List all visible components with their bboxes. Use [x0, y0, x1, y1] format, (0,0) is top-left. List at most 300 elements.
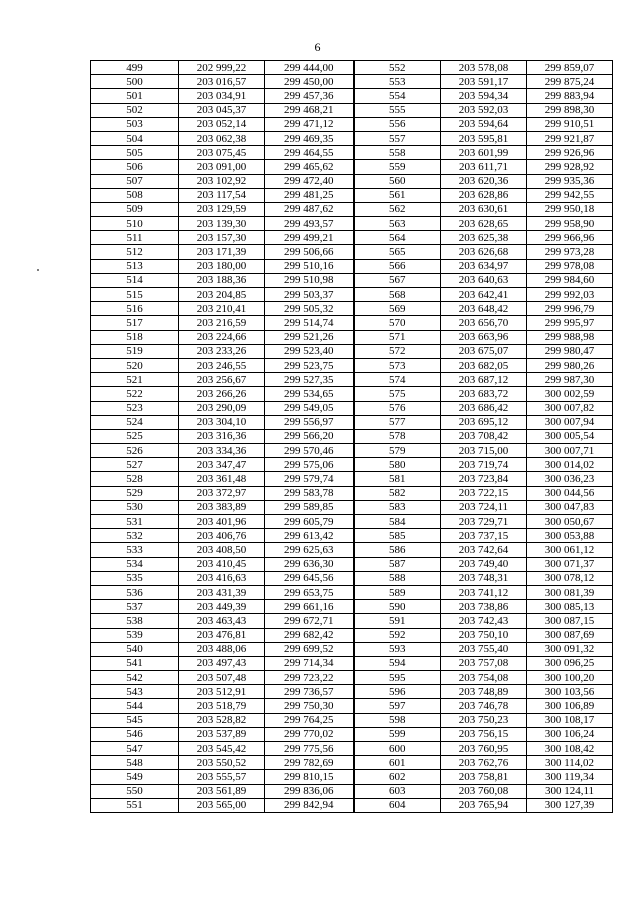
point-number-right-cell: 569	[354, 302, 441, 316]
point-number-right-cell: 556	[354, 117, 441, 131]
x-coordinate-right-cell: 203 648,42	[441, 302, 527, 316]
x-coordinate-left-cell: 203 410,45	[179, 557, 265, 571]
y-coordinate-right-cell: 300 071,37	[527, 557, 613, 571]
y-coordinate-right-cell: 299 921,87	[527, 131, 613, 145]
point-number-right-cell: 604	[354, 798, 441, 812]
point-number-right-cell: 565	[354, 245, 441, 259]
table-row	[91, 160, 613, 174]
y-coordinate-right-cell: 299 928,92	[527, 160, 613, 174]
point-number-right-cell: 555	[354, 103, 441, 117]
point-number-left-cell: 537	[91, 600, 179, 614]
point-number-left-cell: 545	[91, 713, 179, 727]
point-number-left-cell: 501	[91, 89, 179, 103]
x-coordinate-right-cell: 203 675,07	[441, 344, 527, 358]
point-number-right-cell: 603	[354, 784, 441, 798]
x-coordinate-right-cell: 203 595,81	[441, 131, 527, 145]
x-coordinate-right-cell: 203 729,71	[441, 515, 527, 529]
x-coordinate-left-cell: 203 062,38	[179, 131, 265, 145]
table-row	[91, 458, 613, 472]
y-coordinate-left-cell: 299 469,35	[265, 131, 354, 145]
x-coordinate-right-cell: 203 594,64	[441, 117, 527, 131]
y-coordinate-left-cell: 299 645,56	[265, 571, 354, 585]
y-coordinate-left-cell: 299 499,21	[265, 231, 354, 245]
y-coordinate-left-cell: 299 661,16	[265, 600, 354, 614]
point-number-right-cell: 599	[354, 727, 441, 741]
table-row	[91, 444, 613, 458]
y-coordinate-left-cell: 299 493,57	[265, 217, 354, 231]
y-coordinate-right-cell: 299 996,79	[527, 302, 613, 316]
x-coordinate-right-cell: 203 656,70	[441, 316, 527, 330]
point-number-right-cell: 575	[354, 387, 441, 401]
point-number-right-cell: 561	[354, 188, 441, 202]
table-row	[91, 373, 613, 387]
x-coordinate-left-cell: 203 180,00	[179, 259, 265, 273]
y-coordinate-right-cell: 300 108,17	[527, 713, 613, 727]
x-coordinate-left-cell: 203 476,81	[179, 628, 265, 642]
x-coordinate-left-cell: 203 408,50	[179, 543, 265, 557]
y-coordinate-right-cell: 300 127,39	[527, 798, 613, 812]
y-coordinate-left-cell: 299 487,62	[265, 202, 354, 216]
x-coordinate-right-cell: 203 746,78	[441, 699, 527, 713]
y-coordinate-right-cell: 300 078,12	[527, 571, 613, 585]
y-coordinate-right-cell: 300 119,34	[527, 770, 613, 784]
y-coordinate-left-cell: 299 764,25	[265, 713, 354, 727]
point-number-right-cell: 581	[354, 472, 441, 486]
table-row	[91, 217, 613, 231]
y-coordinate-right-cell: 299 992,03	[527, 288, 613, 302]
y-coordinate-left-cell: 299 523,75	[265, 358, 354, 372]
table-row	[91, 273, 613, 287]
table-row	[91, 202, 613, 216]
y-coordinate-right-cell: 299 875,24	[527, 75, 613, 89]
y-coordinate-left-cell: 299 775,56	[265, 742, 354, 756]
x-coordinate-right-cell: 203 737,15	[441, 529, 527, 543]
y-coordinate-left-cell: 299 481,25	[265, 188, 354, 202]
point-number-left-cell: 525	[91, 429, 179, 443]
y-coordinate-right-cell: 299 980,26	[527, 358, 613, 372]
x-coordinate-right-cell: 203 626,68	[441, 245, 527, 259]
x-coordinate-right-cell: 203 620,36	[441, 174, 527, 188]
x-coordinate-right-cell: 203 695,12	[441, 415, 527, 429]
y-coordinate-right-cell: 300 007,82	[527, 401, 613, 415]
point-number-right-cell: 598	[354, 713, 441, 727]
y-coordinate-right-cell: 300 047,83	[527, 500, 613, 514]
x-coordinate-right-cell: 203 594,34	[441, 89, 527, 103]
x-coordinate-left-cell: 203 512,91	[179, 685, 265, 699]
point-number-right-cell: 560	[354, 174, 441, 188]
point-number-left-cell: 531	[91, 515, 179, 529]
table-row	[91, 571, 613, 585]
point-number-left-cell: 547	[91, 742, 179, 756]
x-coordinate-right-cell: 203 687,12	[441, 373, 527, 387]
coordinates-table	[90, 60, 613, 813]
y-coordinate-right-cell: 299 898,30	[527, 103, 613, 117]
x-coordinate-right-cell: 203 750,10	[441, 628, 527, 642]
y-coordinate-right-cell: 300 007,71	[527, 444, 613, 458]
table-row	[91, 288, 613, 302]
point-number-right-cell: 596	[354, 685, 441, 699]
table-row	[91, 131, 613, 145]
x-coordinate-left-cell: 203 139,30	[179, 217, 265, 231]
y-coordinate-left-cell: 299 636,30	[265, 557, 354, 571]
table-row	[91, 600, 613, 614]
point-number-right-cell: 568	[354, 288, 441, 302]
x-coordinate-right-cell: 203 630,61	[441, 202, 527, 216]
y-coordinate-right-cell: 299 966,96	[527, 231, 613, 245]
x-coordinate-left-cell: 203 188,36	[179, 273, 265, 287]
y-coordinate-right-cell: 299 973,28	[527, 245, 613, 259]
point-number-left-cell: 523	[91, 401, 179, 415]
y-coordinate-left-cell: 299 836,06	[265, 784, 354, 798]
table-row	[91, 500, 613, 514]
point-number-left-cell: 534	[91, 557, 179, 571]
y-coordinate-right-cell: 300 106,89	[527, 699, 613, 713]
point-number-left-cell: 517	[91, 316, 179, 330]
y-coordinate-left-cell: 299 549,05	[265, 401, 354, 415]
y-coordinate-left-cell: 299 579,74	[265, 472, 354, 486]
x-coordinate-left-cell: 203 216,59	[179, 316, 265, 330]
table-row	[91, 529, 613, 543]
point-number-right-cell: 591	[354, 614, 441, 628]
x-coordinate-left-cell: 203 449,39	[179, 600, 265, 614]
x-coordinate-left-cell: 203 129,59	[179, 202, 265, 216]
y-coordinate-right-cell: 300 087,69	[527, 628, 613, 642]
y-coordinate-left-cell: 299 503,37	[265, 288, 354, 302]
x-coordinate-right-cell: 203 715,00	[441, 444, 527, 458]
y-coordinate-left-cell: 299 672,71	[265, 614, 354, 628]
y-coordinate-right-cell: 300 007,94	[527, 415, 613, 429]
y-coordinate-left-cell: 299 770,02	[265, 727, 354, 741]
point-number-left-cell: 539	[91, 628, 179, 642]
point-number-left-cell: 544	[91, 699, 179, 713]
table-row	[91, 585, 613, 599]
table-row	[91, 401, 613, 415]
x-coordinate-right-cell: 203 724,11	[441, 500, 527, 514]
point-number-right-cell: 567	[354, 273, 441, 287]
x-coordinate-right-cell: 203 748,31	[441, 571, 527, 585]
point-number-right-cell: 576	[354, 401, 441, 415]
y-coordinate-left-cell: 299 510,16	[265, 259, 354, 273]
x-coordinate-left-cell: 203 157,30	[179, 231, 265, 245]
y-coordinate-right-cell: 300 044,56	[527, 486, 613, 500]
x-coordinate-left-cell: 203 416,63	[179, 571, 265, 585]
y-coordinate-left-cell: 299 468,21	[265, 103, 354, 117]
point-number-left-cell: 507	[91, 174, 179, 188]
point-number-left-cell: 529	[91, 486, 179, 500]
x-coordinate-right-cell: 203 686,42	[441, 401, 527, 415]
point-number-right-cell: 593	[354, 642, 441, 656]
point-number-right-cell: 597	[354, 699, 441, 713]
point-number-left-cell: 512	[91, 245, 179, 259]
y-coordinate-left-cell: 299 842,94	[265, 798, 354, 812]
y-coordinate-left-cell: 299 514,74	[265, 316, 354, 330]
x-coordinate-left-cell: 203 361,48	[179, 472, 265, 486]
y-coordinate-right-cell: 300 114,02	[527, 756, 613, 770]
x-coordinate-left-cell: 203 233,26	[179, 344, 265, 358]
table-row	[91, 245, 613, 259]
x-coordinate-left-cell: 203 316,36	[179, 429, 265, 443]
y-coordinate-right-cell: 300 053,88	[527, 529, 613, 543]
x-coordinate-right-cell: 203 634,97	[441, 259, 527, 273]
x-coordinate-left-cell: 203 334,36	[179, 444, 265, 458]
y-coordinate-right-cell: 299 859,07	[527, 61, 613, 75]
point-number-left-cell: 502	[91, 103, 179, 117]
point-number-left-cell: 506	[91, 160, 179, 174]
point-number-right-cell: 590	[354, 600, 441, 614]
y-coordinate-left-cell: 299 527,35	[265, 373, 354, 387]
x-coordinate-right-cell: 203 611,71	[441, 160, 527, 174]
y-coordinate-left-cell: 299 723,22	[265, 671, 354, 685]
y-coordinate-right-cell: 300 061,12	[527, 543, 613, 557]
table-row	[91, 344, 613, 358]
table-row	[91, 188, 613, 202]
y-coordinate-left-cell: 299 556,97	[265, 415, 354, 429]
y-coordinate-right-cell: 299 935,36	[527, 174, 613, 188]
y-coordinate-left-cell: 299 566,20	[265, 429, 354, 443]
y-coordinate-right-cell: 300 002,59	[527, 387, 613, 401]
point-number-right-cell: 570	[354, 316, 441, 330]
x-coordinate-left-cell: 203 372,97	[179, 486, 265, 500]
point-number-left-cell: 546	[91, 727, 179, 741]
table-row	[91, 103, 613, 117]
y-coordinate-right-cell: 300 085,13	[527, 600, 613, 614]
x-coordinate-left-cell: 203 537,89	[179, 727, 265, 741]
table-row	[91, 75, 613, 89]
x-coordinate-left-cell: 203 347,47	[179, 458, 265, 472]
x-coordinate-right-cell: 203 683,72	[441, 387, 527, 401]
y-coordinate-right-cell: 300 124,11	[527, 784, 613, 798]
y-coordinate-left-cell: 299 444,00	[265, 61, 354, 75]
y-coordinate-right-cell: 299 910,51	[527, 117, 613, 131]
point-number-right-cell: 585	[354, 529, 441, 543]
x-coordinate-left-cell: 203 406,76	[179, 529, 265, 543]
x-coordinate-left-cell: 203 401,96	[179, 515, 265, 529]
x-coordinate-right-cell: 203 754,08	[441, 671, 527, 685]
y-coordinate-right-cell: 300 050,67	[527, 515, 613, 529]
point-number-left-cell: 511	[91, 231, 179, 245]
y-coordinate-left-cell: 299 714,34	[265, 656, 354, 670]
x-coordinate-right-cell: 203 760,08	[441, 784, 527, 798]
point-number-left-cell: 519	[91, 344, 179, 358]
x-coordinate-left-cell: 203 507,48	[179, 671, 265, 685]
x-coordinate-right-cell: 203 592,03	[441, 103, 527, 117]
x-coordinate-left-cell: 203 171,39	[179, 245, 265, 259]
x-coordinate-left-cell: 203 290,09	[179, 401, 265, 415]
point-number-right-cell: 578	[354, 429, 441, 443]
point-number-right-cell: 554	[354, 89, 441, 103]
y-coordinate-left-cell: 299 736,57	[265, 685, 354, 699]
table-row	[91, 515, 613, 529]
y-coordinate-right-cell: 300 087,15	[527, 614, 613, 628]
x-coordinate-right-cell: 203 755,40	[441, 642, 527, 656]
x-coordinate-left-cell: 203 016,57	[179, 75, 265, 89]
table-row	[91, 415, 613, 429]
x-coordinate-left-cell: 203 497,43	[179, 656, 265, 670]
table-row	[91, 671, 613, 685]
point-number-left-cell: 533	[91, 543, 179, 557]
point-number-left-cell: 535	[91, 571, 179, 585]
x-coordinate-right-cell: 203 642,41	[441, 288, 527, 302]
point-number-left-cell: 504	[91, 131, 179, 145]
y-coordinate-right-cell: 299 958,90	[527, 217, 613, 231]
table-row	[91, 429, 613, 443]
y-coordinate-left-cell: 299 750,30	[265, 699, 354, 713]
y-coordinate-left-cell: 299 613,42	[265, 529, 354, 543]
y-coordinate-left-cell: 299 625,63	[265, 543, 354, 557]
x-coordinate-left-cell: 203 266,26	[179, 387, 265, 401]
y-coordinate-right-cell: 299 978,08	[527, 259, 613, 273]
y-coordinate-left-cell: 299 472,40	[265, 174, 354, 188]
table-row	[91, 117, 613, 131]
y-coordinate-left-cell: 299 505,32	[265, 302, 354, 316]
point-number-left-cell: 516	[91, 302, 179, 316]
table-row	[91, 330, 613, 344]
point-number-left-cell: 503	[91, 117, 179, 131]
point-number-right-cell: 564	[354, 231, 441, 245]
x-coordinate-right-cell: 203 742,43	[441, 614, 527, 628]
table-row	[91, 543, 613, 557]
table-row	[91, 656, 613, 670]
x-coordinate-right-cell: 203 722,15	[441, 486, 527, 500]
y-coordinate-left-cell: 299 506,66	[265, 245, 354, 259]
point-number-left-cell: 513	[91, 259, 179, 273]
point-number-right-cell: 588	[354, 571, 441, 585]
x-coordinate-left-cell: 203 204,85	[179, 288, 265, 302]
y-coordinate-left-cell: 299 575,06	[265, 458, 354, 472]
point-number-left-cell: 509	[91, 202, 179, 216]
y-coordinate-left-cell: 299 653,75	[265, 585, 354, 599]
y-coordinate-right-cell: 299 984,60	[527, 273, 613, 287]
table-row	[91, 387, 613, 401]
y-coordinate-left-cell: 299 682,42	[265, 628, 354, 642]
point-number-left-cell: 528	[91, 472, 179, 486]
point-number-right-cell: 589	[354, 585, 441, 599]
point-number-left-cell: 551	[91, 798, 179, 812]
table-row	[91, 742, 613, 756]
x-coordinate-right-cell: 203 738,86	[441, 600, 527, 614]
table-row	[91, 89, 613, 103]
y-coordinate-left-cell: 299 699,52	[265, 642, 354, 656]
point-number-left-cell: 530	[91, 500, 179, 514]
x-coordinate-left-cell: 203 518,79	[179, 699, 265, 713]
y-coordinate-left-cell: 299 583,78	[265, 486, 354, 500]
x-coordinate-left-cell: 202 999,22	[179, 61, 265, 75]
x-coordinate-right-cell: 203 756,15	[441, 727, 527, 741]
x-coordinate-left-cell: 203 528,82	[179, 713, 265, 727]
point-number-right-cell: 563	[354, 217, 441, 231]
point-number-left-cell: 526	[91, 444, 179, 458]
x-coordinate-left-cell: 203 383,89	[179, 500, 265, 514]
x-coordinate-left-cell: 203 555,57	[179, 770, 265, 784]
y-coordinate-left-cell: 299 471,12	[265, 117, 354, 131]
x-coordinate-right-cell: 203 578,08	[441, 61, 527, 75]
x-coordinate-left-cell: 203 246,55	[179, 358, 265, 372]
point-number-left-cell: 540	[91, 642, 179, 656]
point-number-left-cell: 550	[91, 784, 179, 798]
x-coordinate-left-cell: 203 034,91	[179, 89, 265, 103]
y-coordinate-right-cell: 299 883,94	[527, 89, 613, 103]
x-coordinate-right-cell: 203 760,95	[441, 742, 527, 756]
x-coordinate-right-cell: 203 758,81	[441, 770, 527, 784]
x-coordinate-left-cell: 203 052,14	[179, 117, 265, 131]
point-number-right-cell: 580	[354, 458, 441, 472]
point-number-right-cell: 595	[354, 671, 441, 685]
table-row	[91, 231, 613, 245]
y-coordinate-left-cell: 299 523,40	[265, 344, 354, 358]
y-coordinate-left-cell: 299 510,98	[265, 273, 354, 287]
point-number-left-cell: 538	[91, 614, 179, 628]
table-row	[91, 784, 613, 798]
point-number-right-cell: 558	[354, 146, 441, 160]
y-coordinate-left-cell: 299 534,65	[265, 387, 354, 401]
table-row	[91, 358, 613, 372]
point-number-right-cell: 559	[354, 160, 441, 174]
y-coordinate-right-cell: 300 081,39	[527, 585, 613, 599]
y-coordinate-left-cell: 299 465,62	[265, 160, 354, 174]
x-coordinate-right-cell: 203 742,64	[441, 543, 527, 557]
point-number-left-cell: 521	[91, 373, 179, 387]
x-coordinate-right-cell: 203 762,76	[441, 756, 527, 770]
point-number-left-cell: 510	[91, 217, 179, 231]
y-coordinate-left-cell: 299 521,26	[265, 330, 354, 344]
x-coordinate-left-cell: 203 565,00	[179, 798, 265, 812]
x-coordinate-right-cell: 203 591,17	[441, 75, 527, 89]
y-coordinate-left-cell: 299 457,36	[265, 89, 354, 103]
x-coordinate-right-cell: 203 682,05	[441, 358, 527, 372]
point-number-left-cell: 548	[91, 756, 179, 770]
point-number-right-cell: 592	[354, 628, 441, 642]
point-number-right-cell: 600	[354, 742, 441, 756]
y-coordinate-left-cell: 299 605,79	[265, 515, 354, 529]
y-coordinate-left-cell: 299 782,69	[265, 756, 354, 770]
y-coordinate-left-cell: 299 589,85	[265, 500, 354, 514]
y-coordinate-left-cell: 299 450,00	[265, 75, 354, 89]
table-row	[91, 727, 613, 741]
y-coordinate-right-cell: 299 950,18	[527, 202, 613, 216]
coordinates-table-body	[91, 61, 613, 813]
table-row	[91, 685, 613, 699]
y-coordinate-right-cell: 300 005,54	[527, 429, 613, 443]
x-coordinate-left-cell: 203 224,66	[179, 330, 265, 344]
y-coordinate-right-cell: 299 942,55	[527, 188, 613, 202]
table-row	[91, 472, 613, 486]
y-coordinate-left-cell: 299 810,15	[265, 770, 354, 784]
y-coordinate-right-cell: 300 100,20	[527, 671, 613, 685]
x-coordinate-left-cell: 203 256,67	[179, 373, 265, 387]
x-coordinate-right-cell: 203 640,63	[441, 273, 527, 287]
y-coordinate-right-cell: 299 980,47	[527, 344, 613, 358]
table-row	[91, 614, 613, 628]
x-coordinate-left-cell: 203 102,92	[179, 174, 265, 188]
table-row	[91, 642, 613, 656]
y-coordinate-right-cell: 300 103,56	[527, 685, 613, 699]
table-row	[91, 798, 613, 812]
x-coordinate-right-cell: 203 708,42	[441, 429, 527, 443]
point-number-left-cell: 542	[91, 671, 179, 685]
point-number-right-cell: 586	[354, 543, 441, 557]
point-number-left-cell: 514	[91, 273, 179, 287]
x-coordinate-left-cell: 203 091,00	[179, 160, 265, 174]
x-coordinate-right-cell: 203 750,23	[441, 713, 527, 727]
point-number-right-cell: 587	[354, 557, 441, 571]
x-coordinate-left-cell: 203 210,41	[179, 302, 265, 316]
point-number-right-cell: 584	[354, 515, 441, 529]
table-row	[91, 146, 613, 160]
table-row	[91, 486, 613, 500]
x-coordinate-right-cell: 203 601,99	[441, 146, 527, 160]
point-number-left-cell: 532	[91, 529, 179, 543]
x-coordinate-right-cell: 203 628,65	[441, 217, 527, 231]
